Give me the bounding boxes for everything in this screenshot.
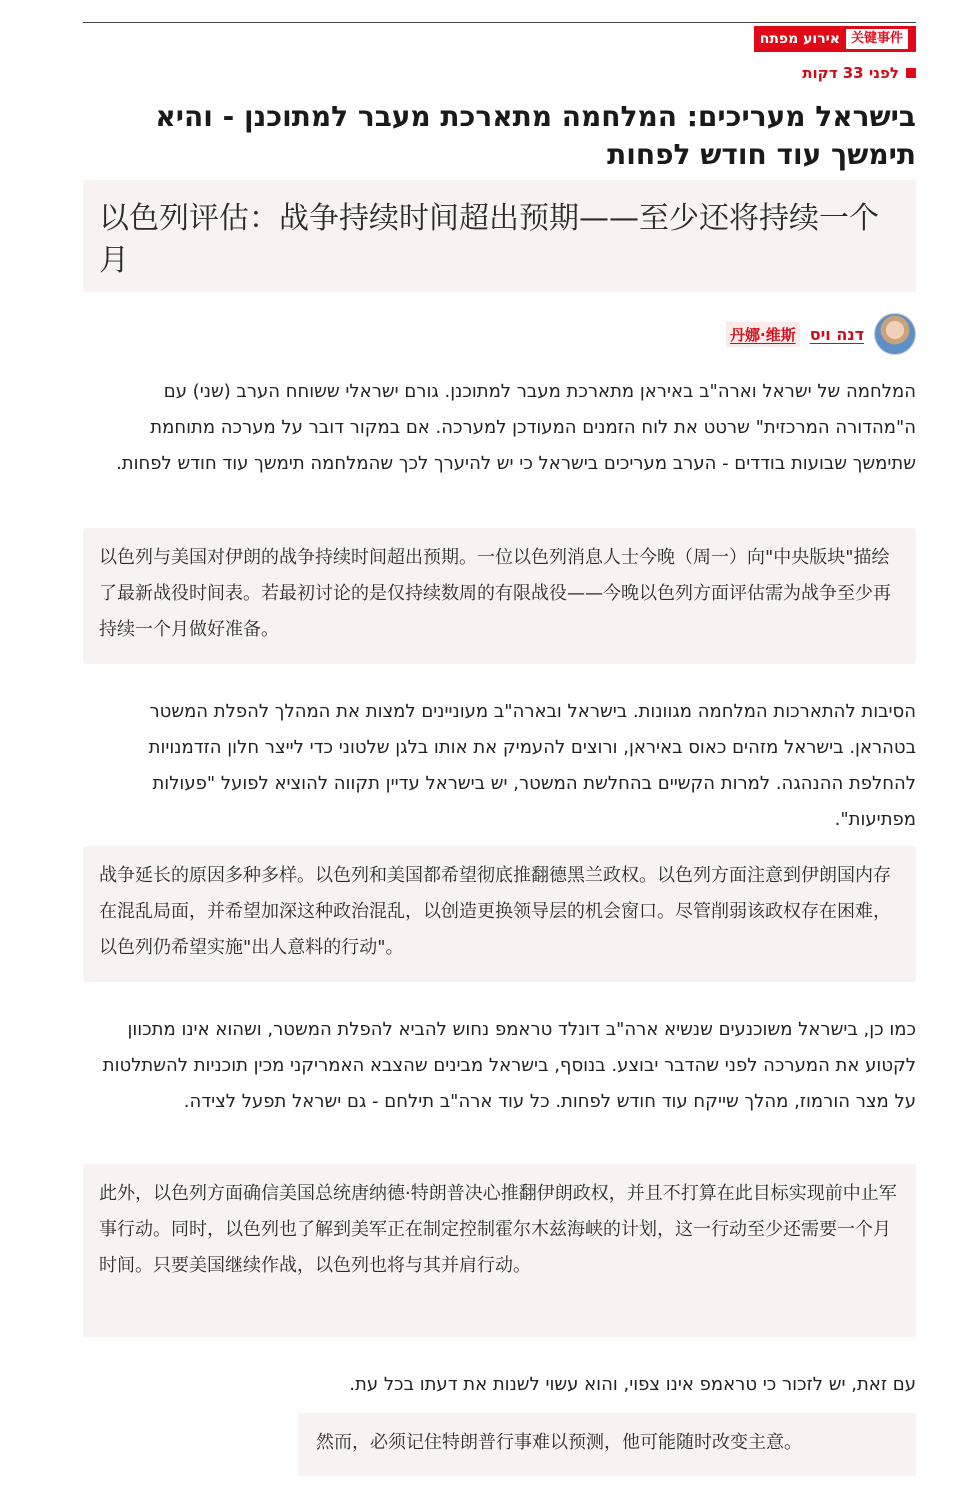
author-link-hebrew[interactable]: דנה ויס [809, 324, 864, 344]
headline-hebrew: בישראל מעריכים: המלחמה מתארכת מעבר למתוכנן - והיא תימשך עוד חודש לפחות [155, 100, 916, 171]
paragraph-chinese-4: 然而，必须记住特朗普行事难以预测，他可能随时改变主意。 [298, 1413, 916, 1476]
paragraph-chinese-3: 此外，以色列方面确信美国总统唐纳德·特朗普决心推翻伊朗政权，并且不打算在此目标实现前中止军事行动。同时，以色列也了解到美军正在制定控制霍尔木兹海峡的计划，这一行动至少还需要一个月时间。只要美国继续作战，以色列也将与其并肩行动。 [83, 1164, 916, 1337]
top-divider [83, 22, 916, 23]
headline-chinese: 以色列评估：战争持续时间超出预期——至少还将持续一个月 [83, 180, 916, 292]
paragraph-hebrew-4: עם זאת, יש לזכור כי טראמפ אינו צפוי, והוא עשוי לשנות את דעתו בכל עת. [349, 1374, 916, 1395]
timestamp [802, 64, 916, 82]
key-event-badge [754, 26, 916, 52]
author-link-chinese[interactable]: 丹娜·维斯 [726, 322, 800, 347]
timestamp-text: לפני 33 דקות [802, 64, 899, 82]
paragraph-chinese-2: 战争延长的原因多种多样。以色列和美国都希望彻底推翻德黑兰政权。以色列方面注意到伊朗国内存在混乱局面，并希望加深这种政治混乱，以创造更换领导层的机会窗口。尽管削弱该政权存在困难，以色列仍希望实施"出人意料的行动"。 [83, 846, 916, 982]
paragraph-chinese-1: 以色列与美国对伊朗的战争持续时间超出预期。一位以色列消息人士今晚（周一）向"中央版块"描绘了最新战役时间表。若最初讨论的是仅持续数周的有限战役——今晚以色列方面评估需为战争至少再持续一个月做好准备。 [83, 528, 916, 664]
key-event-label-zh: 关键事件 [846, 29, 908, 49]
timestamp-marker-icon [906, 68, 916, 78]
key-event-label-he: אירוע מפתח [759, 31, 840, 47]
author-byline [726, 313, 916, 355]
author-avatar[interactable] [874, 313, 916, 355]
paragraph-hebrew-2: הסיבות להתארכות המלחמה מגוונות. בישראל ובארה"ב מעוניינים למצות את המהלך להפלת המשטר בטהראן. בישראל מזהים כאוס באיראן, ורוצים להעמיק את אותו בלגן שלטוני כדי לייצר חלון הזדמנויות להחלפת ההנהגה. למרות הקשיים בהחלשת המשטר, יש בישראל עדיין תקווה להוציא לפועל "פעולות מפתיעות". [148, 701, 916, 830]
paragraph-hebrew-1: המלחמה של ישראל וארה"ב באיראן מתארכת מעבר למתוכנן. גורם ישראלי ששוחח הערב (שני) עם ה"מהדורה המרכזית" שרטט את לוח הזמנים המעודכן למערכה. אם במקור דובר על מערכה מתוחמת שתימשך שבועות בודדים - הערב מעריכים בישראל כי יש להיערך לכך שהמלחמה תימשך עוד חודש לפחות. [116, 381, 916, 474]
paragraph-hebrew-3: כמו כן, בישראל משוכנעים שנשיא ארה"ב דונלד טראמפ נחוש להביא להפלת המשטר, ושהוא אינו מתכוון לקטוע את המערכה לפני שהדבר יבוצע. בנוסף, בישראל מבינים שהצבא האמריקני מכין תוכניות להשתלטות על מצר הורמוז, מהלך שייקח עוד חודש לפחות. כל עוד ארה"ב תילחם - גם ישראל תפעל לצידה. [102, 1019, 916, 1112]
